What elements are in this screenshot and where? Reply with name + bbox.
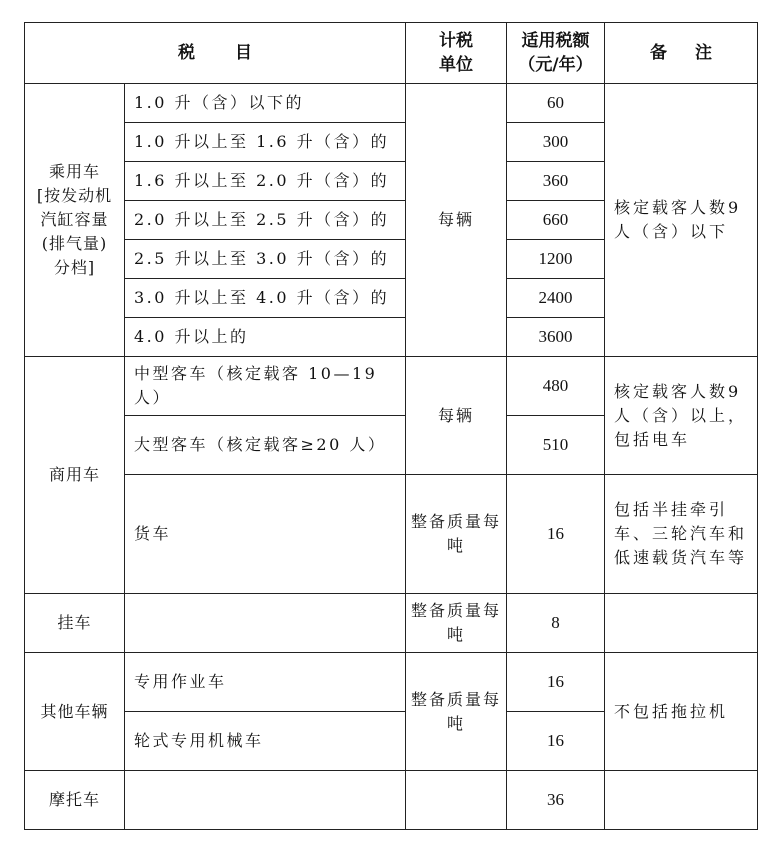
trailer-rate: 8 — [507, 594, 605, 653]
passenger-item: 1.6 升以上至 2.0 升（含）的 — [125, 162, 406, 201]
truck-note: 包括半挂牵引车、三轮汽车和低速载货汽车等 — [605, 475, 758, 594]
table-row — [25, 594, 758, 653]
passenger-rate: 1200 — [507, 240, 605, 279]
vehicle-tax-table — [24, 22, 758, 830]
other-note: 不包括拖拉机 — [605, 653, 758, 771]
passenger-item: 4.0 升以上的 — [125, 318, 406, 357]
table-row — [25, 653, 758, 712]
commercial-bus-unit: 每辆 — [406, 357, 507, 475]
passenger-rate: 3600 — [507, 318, 605, 357]
table-row — [25, 771, 758, 830]
other-category: 其他车辆 — [25, 653, 125, 771]
passenger-rate: 60 — [507, 84, 605, 123]
commercial-bus-note: 核定载客人数9人（含）以上，包括电车 — [605, 357, 758, 475]
table-row — [25, 84, 758, 123]
motorcycle-item — [125, 771, 406, 830]
commercial-rate: 480 — [507, 357, 605, 416]
commercial-item: 中型客车（核定载客 10—19 人） — [125, 357, 406, 416]
truck-unit: 整备质量每吨 — [406, 475, 507, 594]
passenger-item: 3.0 升以上至 4.0 升（含）的 — [125, 279, 406, 318]
motorcycle-unit — [406, 771, 507, 830]
passenger-note: 核定载客人数9人（含）以下 — [605, 84, 758, 357]
commercial-rate: 510 — [507, 416, 605, 475]
passenger-rate: 300 — [507, 123, 605, 162]
truck-item: 货车 — [125, 475, 406, 594]
passenger-item: 1.0 升以上至 1.6 升（含）的 — [125, 123, 406, 162]
table-row — [25, 475, 758, 594]
motorcycle-rate: 36 — [507, 771, 605, 830]
other-unit: 整备质量每吨 — [406, 653, 507, 771]
passenger-item: 2.5 升以上至 3.0 升（含）的 — [125, 240, 406, 279]
other-rate: 16 — [507, 653, 605, 712]
trailer-note — [605, 594, 758, 653]
header-rate: 适用税额 （元/年） — [507, 23, 605, 84]
truck-rate: 16 — [507, 475, 605, 594]
other-item: 轮式专用机械车 — [125, 712, 406, 771]
motorcycle-note — [605, 771, 758, 830]
table-row — [25, 357, 758, 416]
trailer-item — [125, 594, 406, 653]
passenger-item: 1.0 升（含）以下的 — [125, 84, 406, 123]
motorcycle-category: 摩托车 — [25, 771, 125, 830]
passenger-rate: 2400 — [507, 279, 605, 318]
trailer-category: 挂车 — [25, 594, 125, 653]
passenger-category: 乘用车 [按发动机 汽缸容量 (排气量) 分档] — [25, 84, 125, 357]
commercial-category: 商用车 — [25, 357, 125, 594]
passenger-item: 2.0 升以上至 2.5 升（含）的 — [125, 201, 406, 240]
header-row — [25, 23, 758, 84]
passenger-rate: 360 — [507, 162, 605, 201]
other-item: 专用作业车 — [125, 653, 406, 712]
passenger-unit: 每辆 — [406, 84, 507, 357]
other-rate: 16 — [507, 712, 605, 771]
header-unit: 计税 单位 — [406, 23, 507, 84]
tax-table-container — [24, 22, 758, 830]
commercial-item: 大型客车（核定载客≥20 人） — [125, 416, 406, 475]
header-item: 税目 — [25, 23, 406, 84]
passenger-rate: 660 — [507, 201, 605, 240]
trailer-unit: 整备质量每吨 — [406, 594, 507, 653]
header-note: 备注 — [605, 23, 758, 84]
